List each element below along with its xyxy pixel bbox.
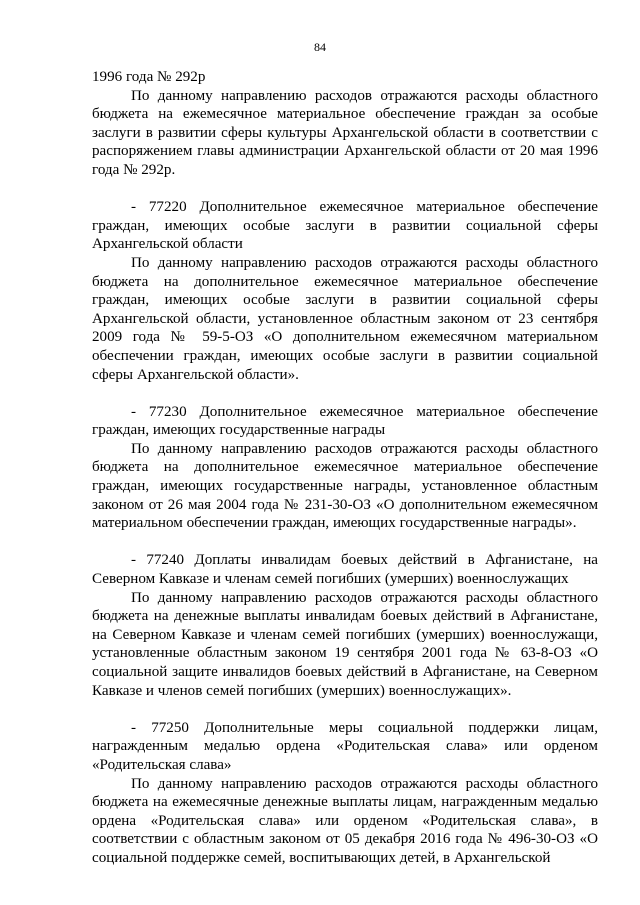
- paragraph-77250-description: По данному направлению расходов отражаются расходы областного бюджета на ежемесячные денежные выплаты лицам, награжденным медалью ордена «Родительская слава» или орденом «Родительская слава», в соответствии с областным законом от 05 декабря 2016 года № 496-30-ОЗ «О социальной поддержке семей, воспитывающих детей, в Архангельской: [92, 775, 598, 866]
- paragraph-77220-description: По данному направлению расходов отражаются расходы областного бюджета на дополнительное ежемесячное материальное обеспечение граждан, имеющих особые заслуги в развитии социальной сферы Архангельской области, установленное областным законом от 23 сентября 2009 года № 59-5-ОЗ «О дополнительном ежемесячном материальном обеспечении граждан, имеющих особые заслуги в развитии социальной сферы Архангельской области».: [92, 254, 598, 383]
- section-heading-77220: - 77220 Дополнительное ежемесячное материальное обеспечение граждан, имеющих особые заслуги в развитии социальной сферы Архангельской области: [92, 199, 598, 253]
- paragraph-spacer: [92, 533, 598, 552]
- section-heading-77230: - 77230 Дополнительное ежемесячное материальное обеспечение граждан, имеющих государственные награды: [92, 403, 598, 439]
- paragraph-77230-description: По данному направлению расходов отражаются расходы областного бюджета на дополнительное ежемесячное материальное обеспечение граждан, имеющих государственные награды, установленное областным законом от 26 мая 2004 года № 231-30-ОЗ «О дополнительном ежемесячном материальном обеспечении граждан, имеющих государственные награды».: [92, 440, 598, 532]
- paragraph-date-continuation: 1996 года № 292р: [92, 69, 206, 85]
- paragraph-spacer: [92, 180, 598, 199]
- paragraph-culture-description: По данному направлению расходов отражаются расходы областного бюджета на ежемесячное материальное обеспечение граждан за особые заслуги в развитии сферы культуры Архангельской области в соответствии с распоряжением главы администрации Архангельской области от 20 мая 1996 года № 292р.: [92, 87, 598, 178]
- document-body: [92, 68, 598, 868]
- page-number: 84: [314, 40, 326, 54]
- paragraph-spacer: [92, 384, 598, 403]
- section-heading-77250: - 77250 Дополнительные меры социальной поддержки лицам, награжденным медалью ордена «Родительская слава» или орденом «Родительская слава»: [92, 719, 598, 773]
- paragraph-spacer: [92, 700, 598, 719]
- section-heading-77240: - 77240 Доплаты инвалидам боевых действий в Афганистане, на Северном Кавказе и членам семей погибших (умерших) военнослужащих: [92, 552, 598, 588]
- paragraph-77240-description: По данному направлению расходов отражаются расходы областного бюджета на денежные выплаты инвалидам боевых действий в Афганистане, на Северном Кавказе и членам семей погибших (умерших) военнослужащи, установленные областным законом 19 сентября 2001 года № 63-8-ОЗ «О социальной защите инвалидов боевых действий в Афганистане, на Северном Кавказе и членов семей погибших (умерших) военнослужащих».: [92, 589, 598, 699]
